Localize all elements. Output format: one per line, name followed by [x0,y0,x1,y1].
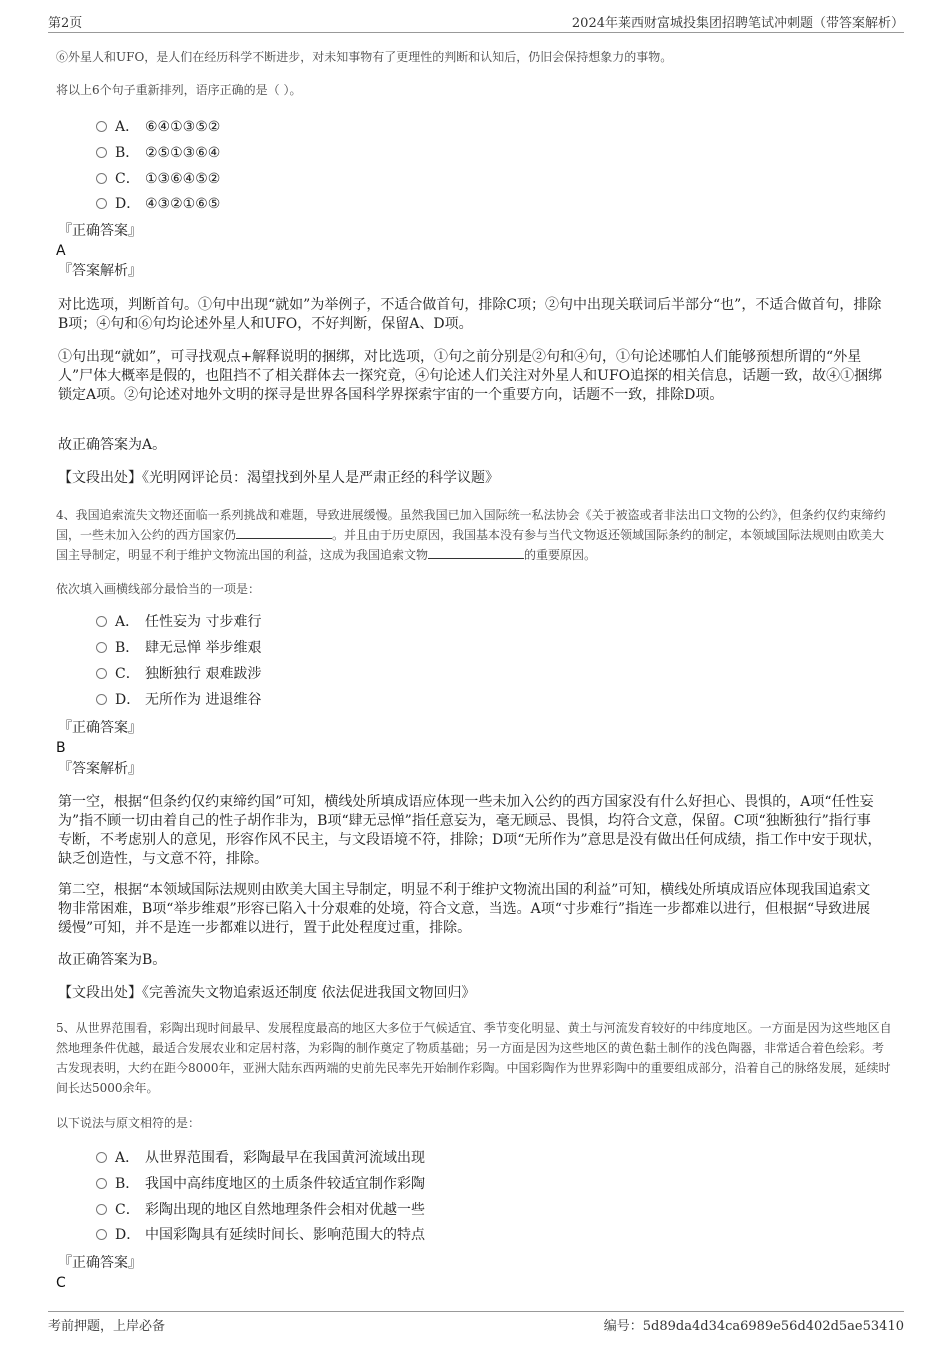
q4-option-d[interactable]: D． 无所作为 进退维谷 [96,689,261,711]
q5-option-a[interactable]: A． 从世界范围看，彩陶最早在我国黄河流域出现 [96,1147,425,1169]
radio-icon[interactable] [96,121,107,132]
q3-analysis-label: 『答案解析』 [58,263,142,279]
q4-analysis-paragraph: 第二空，根据“本领域国际法规则由欧美大国主导制定，明显不利于维护文物流出国的利益”可知，横线处所填成语应体现我国追索文物非常困难，B项“举步维艰”形容已陷入十分艰难的处境，符合文意，当选。A项“寸步难行”指连一步都难以进行，但根据“导致进展缓慢”可知，并不是连一步都难以进行，置于此处程度过重，排除。 [58,882,871,936]
document-title: 2024年莱西财富城投集团招聘笔试冲刺题（带答案解析） [571,16,904,31]
radio-icon[interactable] [96,198,107,209]
q4-source: 【文段出处】《完善流失文物追索返还制度 依法促进我国文物回归》 [58,985,476,1001]
radio-icon[interactable] [96,616,107,627]
q4-option-c[interactable]: C． 独断独行 艰难跋涉 [96,663,261,685]
q3-answer: A [56,243,66,259]
radio-icon[interactable] [96,1178,107,1189]
q4-option-b[interactable]: B． 肆无忌惮 举步维艰 [96,637,261,659]
q3-option-a[interactable]: A． ⑥④①③⑤② [96,116,220,138]
q3-answer-label: 『正确答案』 [58,223,142,239]
q3-analysis-paragraph: 对比选项，判断首句。①句中出现“就如”为举例子，不适合做首句，排除C项；②句中出现关联词后半部分“也”，不适合做首句，排除B项；④句和⑥句均论述外星人和UFO，不好判断，保留A、D项。 [58,297,882,332]
q5-prompt: 以下说法与原文相符的是： [56,1116,201,1130]
radio-icon[interactable] [96,147,107,158]
q4-analysis-label: 『答案解析』 [58,761,142,777]
q4-answer-label: 『正确答案』 [58,720,142,736]
blank-line [236,526,332,539]
radio-icon[interactable] [96,1152,107,1163]
q4-analysis-conclusion: 故正确答案为B。 [58,952,167,968]
q5-answer: C [56,1275,66,1291]
footer-serial: 编号：5d89da4d34ca6989e56d402d5ae53410 [603,1319,904,1334]
q4-prompt: 依次填入画横线部分最恰当的一项是： [56,582,261,596]
q4-analysis-paragraph: 第一空，根据“但条约仅约束缔约国”可知，横线处所填成语应体现一些未加入公约的西方国家没有什么好担心、畏惧的，A项“任性妄为”指不顾一切由着自己的性子胡作非为，B项“肆无忌惮”指任意妄为，毫无顾忌、畏惧，均符合文意，保留。C项“独断独行”指行事专断，不考虑别人的意见，形容作风不民主，与文段语境不符，排除；D项“无所作为”意思是没有做出任何成绩，指工作中安于现状，缺乏创造性，与文意不符，排除。 [58,794,882,867]
q3-option-d[interactable]: D． ④③②①⑥⑤ [96,193,220,215]
q3-prompt: 将以上6个句子重新排列，语序正确的是（ ）。 [56,83,302,97]
q3-source: 【文段出处】《光明网评论员：渴望找到外星人是严肃正经的科学议题》 [58,470,499,486]
q3-option-c[interactable]: C． ①③⑥④⑤② [96,168,220,190]
q4-option-a[interactable]: A． 任性妄为 寸步难行 [96,611,261,633]
radio-icon[interactable] [96,694,107,705]
q3-option-b[interactable]: B． ②⑤①③⑥④ [96,142,220,164]
radio-icon[interactable] [96,668,107,679]
radio-icon[interactable] [96,1204,107,1215]
q3-sentence-6: ⑥外星人和UFO，是人们在经历科学不断进步，对未知事物有了更理性的判断和认知后，仍旧会保持想象力的事物。 [56,50,673,64]
page-footer [48,1311,904,1340]
page-number: 第2页 [48,16,83,31]
radio-icon[interactable] [96,173,107,184]
q4-answer: B [56,740,66,756]
q5-option-c[interactable]: C． 彩陶出现的地区自然地理条件会相对优越一些 [96,1199,425,1221]
q4-stem: 4、我国追索流失文物还面临一系列挑战和难题，导致进展缓慢。虽然我国已加入国际统一私法协会《关于被盗或者非法出口文物的公约》，但条约仅约束缔约国，一些未加入公约的西方国家仍 。并且由于历史原因，我国基本没有参与当代文物返还领域国际条约的制定，本领域国际法规则由欧美大国主导制定，明显不利于维护文物流出国的利益，这成为我国追索文物 的重要原因。 [56,508,886,562]
q5-option-b[interactable]: B． 我国中高纬度地区的土质条件较适宜制作彩陶 [96,1173,425,1195]
q5-stem: 5、从世界范围看，彩陶出现时间最早、发展程度最高的地区大多位于气候适宜、季节变化明显、黄土与河流发育较好的中纬度地区。一方面是因为这些地区自然地理条件优越，最适合发展农业和定居村落，为彩陶的制作奠定了物质基础；另一方面是因为这些地区的黄色黏土制作的浅色陶器，非常适合着色绘彩。考古发现表明，大约在距今8000年，亚洲大陆东西两端的史前先民率先开始制作彩陶。中国彩陶作为世界彩陶中的重要组成部分，沿着自己的脉络发展，延续时间长达5000余年。 [56,1021,892,1095]
q5-option-d[interactable]: D． 中国彩陶具有延续时间长、影响范围大的特点 [96,1224,425,1246]
radio-icon[interactable] [96,642,107,653]
footer-slogan: 考前押题，上岸必备 [48,1319,166,1334]
q3-analysis-paragraph: ①句出现“就如”，可寻找观点+解释说明的捆绑，对比选项，①句之前分别是②句和④句，①句论述哪怕人们能够预想所谓的“外星人”尸体大概率是假的，也阻挡不了相关群体去一探究竟，④句论述人们关注对外星人和UFO追探的相关信息，话题一致，故④①捆绑锁定A项。②句论述对地外文明的探寻是世界各国科学界探索宇宙的一个重要方向，话题不一致，排除D项。 [58,349,883,403]
blank-line [428,546,524,559]
q5-answer-label: 『正确答案』 [58,1255,142,1271]
radio-icon[interactable] [96,1229,107,1240]
q3-analysis-conclusion: 故正确答案为A。 [58,437,167,453]
page-header [48,10,904,33]
